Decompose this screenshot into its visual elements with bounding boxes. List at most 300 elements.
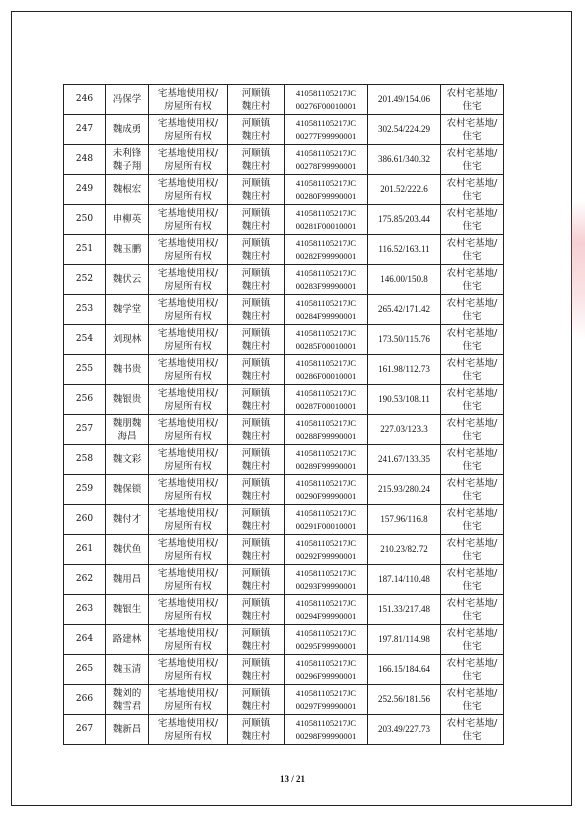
- right-type-cell: [149, 385, 228, 415]
- right-type-cell: [149, 685, 228, 715]
- area-value-cell: [368, 595, 441, 625]
- land-use-line: 农村宅基地/: [446, 387, 498, 399]
- location-line: 河顺镇: [241, 87, 271, 99]
- row-number-cell: [64, 325, 106, 355]
- location-cell: [228, 415, 285, 445]
- certificate-number-cell: [285, 715, 368, 745]
- table-row: [64, 565, 504, 595]
- row-number: 254: [75, 334, 94, 344]
- table-row: [64, 385, 504, 415]
- land-use-cell: [441, 505, 504, 535]
- location-line: 河顺镇: [241, 297, 271, 309]
- right-type-cell: [149, 325, 228, 355]
- certificate-number-line: 00284F99990001: [295, 310, 357, 321]
- area-value: 151.33/217.48: [377, 604, 430, 614]
- land-use-line: 农村宅基地/: [446, 477, 498, 489]
- right-type-line: 宅基地使用权/: [157, 597, 219, 609]
- area-value: 241.67/133.35: [377, 454, 430, 464]
- area-value-cell: [368, 535, 441, 565]
- owner-name-line: 魏文彩: [112, 454, 142, 465]
- row-number-cell: [64, 205, 106, 235]
- right-type-line: 宅基地使用权/: [157, 267, 219, 279]
- area-value: 227.03/123.3: [380, 424, 428, 434]
- certificate-number-line: 410581105217JC: [295, 567, 357, 578]
- land-use-line: 农村宅基地/: [446, 357, 498, 369]
- location-cell: [228, 355, 285, 385]
- location-line: 魏庄村: [241, 160, 271, 172]
- location-cell: [228, 295, 285, 325]
- row-number-cell: [64, 115, 106, 145]
- certificate-number-cell: [285, 625, 368, 655]
- land-use-line: 农村宅基地/: [446, 657, 498, 669]
- row-number: 266: [75, 694, 94, 704]
- certificate-number-cell: [285, 385, 368, 415]
- right-type-line: 宅基地使用权/: [157, 537, 219, 549]
- row-number-cell: [64, 265, 106, 295]
- certificate-number-line: 00277F99990001: [295, 130, 357, 141]
- certificate-number-line: 00290F99990001: [295, 490, 357, 501]
- certificate-number-line: 00285F00010001: [295, 340, 357, 351]
- area-value-cell: [368, 415, 441, 445]
- owner-name-line: 魏根宏: [112, 184, 142, 195]
- location-cell: [228, 205, 285, 235]
- location-line: 魏庄村: [241, 430, 271, 442]
- location-line: 魏庄村: [241, 700, 271, 712]
- land-use-line: 农村宅基地/: [446, 327, 498, 339]
- area-value: 201.49/154.06: [377, 94, 430, 104]
- location-line: 魏庄村: [241, 670, 271, 682]
- land-use-line: 住宅: [462, 100, 482, 112]
- area-value: 386.61/340.32: [377, 154, 430, 164]
- right-type-line: 房屋所有权: [164, 430, 212, 442]
- right-type-line: 房屋所有权: [164, 280, 212, 292]
- seal-stamp-edge: [571, 200, 585, 340]
- right-type-line: 宅基地使用权/: [157, 507, 219, 519]
- row-number-cell: [64, 235, 106, 265]
- location-line: 河顺镇: [241, 357, 271, 369]
- right-type-line: 宅基地使用权/: [157, 237, 219, 249]
- owner-name-cell: [106, 685, 149, 715]
- owner-name-cell: [106, 415, 149, 445]
- table-row: [64, 85, 504, 115]
- owner-name-cell: [106, 385, 149, 415]
- location-cell: [228, 145, 285, 175]
- land-use-cell: [441, 415, 504, 445]
- owner-name-line: 刘现林: [112, 334, 142, 345]
- land-use-line: 农村宅基地/: [446, 87, 498, 99]
- row-number-cell: [64, 655, 106, 685]
- row-number-cell: [64, 475, 106, 505]
- location-line: 河顺镇: [241, 687, 271, 699]
- row-number: 255: [75, 364, 94, 374]
- location-line: 魏庄村: [241, 100, 271, 112]
- area-value-cell: [368, 715, 441, 745]
- land-use-line: 农村宅基地/: [446, 687, 498, 699]
- area-value: 210.23/82.72: [380, 544, 428, 554]
- land-use-line: 住宅: [462, 520, 482, 532]
- area-value: 190.53/108.11: [378, 394, 430, 404]
- right-type-line: 宅基地使用权/: [157, 687, 219, 699]
- certificate-number-line: 410581105217JC: [295, 627, 357, 638]
- location-cell: [228, 565, 285, 595]
- right-type-line: 房屋所有权: [164, 310, 212, 322]
- location-line: 河顺镇: [241, 537, 271, 549]
- certificate-number-line: 410581105217JC: [295, 357, 357, 368]
- right-type-line: 房屋所有权: [164, 670, 212, 682]
- certificate-number-line: 00287F00010001: [295, 400, 357, 411]
- certificate-number-cell: [285, 655, 368, 685]
- row-number: 267: [75, 724, 94, 734]
- land-use-line: 农村宅基地/: [446, 597, 498, 609]
- location-cell: [228, 595, 285, 625]
- land-use-cell: [441, 115, 504, 145]
- right-type-line: 房屋所有权: [164, 250, 212, 262]
- right-type-line: 房屋所有权: [164, 640, 212, 652]
- right-type-line: 宅基地使用权/: [157, 87, 219, 99]
- owner-name-line: 申柳英: [112, 214, 142, 225]
- right-type-cell: [149, 205, 228, 235]
- right-type-line: 房屋所有权: [164, 130, 212, 142]
- right-type-line: 房屋所有权: [164, 550, 212, 562]
- certificate-number-cell: [285, 205, 368, 235]
- location-line: 魏庄村: [241, 340, 271, 352]
- area-value-cell: [368, 655, 441, 685]
- row-number-cell: [64, 355, 106, 385]
- certificate-number-cell: [285, 175, 368, 205]
- area-value-cell: [368, 625, 441, 655]
- right-type-line: 宅基地使用权/: [157, 177, 219, 189]
- land-use-cell: [441, 325, 504, 355]
- land-use-line: 住宅: [462, 490, 482, 502]
- row-number: 251: [75, 244, 94, 254]
- area-value: 201.52/222.6: [380, 184, 428, 194]
- land-use-cell: [441, 655, 504, 685]
- right-type-cell: [149, 655, 228, 685]
- table-row: [64, 415, 504, 445]
- land-use-line: 住宅: [462, 730, 482, 742]
- location-line: 魏庄村: [241, 490, 271, 502]
- certificate-number-line: 410581105217JC: [295, 207, 357, 218]
- land-use-line: 农村宅基地/: [446, 207, 498, 219]
- location-line: 魏庄村: [241, 310, 271, 322]
- right-type-line: 宅基地使用权/: [157, 327, 219, 339]
- owner-name-line: 魏刘的: [112, 687, 142, 699]
- certificate-number-line: 410581105217JC: [295, 237, 357, 248]
- row-number-cell: [64, 595, 106, 625]
- table-row: [64, 145, 504, 175]
- owner-name-line: 魏伏云: [112, 274, 142, 285]
- table-row: [64, 625, 504, 655]
- owner-name-cell: [106, 565, 149, 595]
- certificate-number-cell: [285, 295, 368, 325]
- owner-name-line: 魏雪君: [112, 700, 142, 712]
- row-number: 265: [75, 664, 94, 674]
- land-use-line: 农村宅基地/: [446, 447, 498, 459]
- location-line: 河顺镇: [241, 447, 271, 459]
- location-cell: [228, 325, 285, 355]
- certificate-number-cell: [285, 445, 368, 475]
- table-row: [64, 235, 504, 265]
- location-cell: [228, 115, 285, 145]
- land-use-cell: [441, 355, 504, 385]
- land-use-cell: [441, 385, 504, 415]
- certificate-number-line: 00294F99990001: [295, 610, 357, 621]
- area-value-cell: [368, 385, 441, 415]
- owner-name-cell: [106, 445, 149, 475]
- row-number-cell: [64, 565, 106, 595]
- certificate-number-cell: [285, 535, 368, 565]
- table-row: [64, 175, 504, 205]
- right-type-cell: [149, 415, 228, 445]
- table-row: [64, 445, 504, 475]
- row-number: 262: [75, 574, 94, 584]
- land-use-line: 住宅: [462, 640, 482, 652]
- certificate-number-line: 410581105217JC: [295, 447, 357, 458]
- right-type-cell: [149, 565, 228, 595]
- area-value-cell: [368, 565, 441, 595]
- certificate-number-line: 00276F00010001: [295, 100, 357, 111]
- row-number-cell: [64, 145, 106, 175]
- certificate-number-line: 410581105217JC: [295, 387, 357, 398]
- right-type-cell: [149, 505, 228, 535]
- location-cell: [228, 535, 285, 565]
- certificate-number-cell: [285, 85, 368, 115]
- land-use-cell: [441, 685, 504, 715]
- area-value: 203.49/227.73: [377, 724, 430, 734]
- land-use-cell: [441, 145, 504, 175]
- right-type-line: 宅基地使用权/: [157, 657, 219, 669]
- land-use-cell: [441, 535, 504, 565]
- land-use-line: 农村宅基地/: [446, 237, 498, 249]
- right-type-line: 宅基地使用权/: [157, 477, 219, 489]
- location-line: 魏庄村: [241, 580, 271, 592]
- owner-name-line: 魏新昌: [112, 724, 142, 735]
- land-use-line: 农村宅基地/: [446, 147, 498, 159]
- owner-name-line: 魏朋魏: [112, 417, 142, 429]
- location-line: 魏庄村: [241, 550, 271, 562]
- right-type-cell: [149, 145, 228, 175]
- land-use-cell: [441, 205, 504, 235]
- certificate-number-line: 410581105217JC: [295, 177, 357, 188]
- location-cell: [228, 175, 285, 205]
- location-line: 河顺镇: [241, 267, 271, 279]
- owner-name-cell: [106, 265, 149, 295]
- certificate-number-cell: [285, 685, 368, 715]
- certificate-number-line: 00293F99990001: [295, 580, 357, 591]
- location-cell: [228, 715, 285, 745]
- land-use-line: 住宅: [462, 250, 482, 262]
- certificate-number-line: 410581105217JC: [295, 507, 357, 518]
- owner-name-line: 魏玉清: [112, 664, 142, 675]
- right-type-line: 宅基地使用权/: [157, 417, 219, 429]
- land-use-line: 农村宅基地/: [446, 537, 498, 549]
- right-type-line: 宅基地使用权/: [157, 447, 219, 459]
- certificate-number-line: 410581105217JC: [295, 297, 357, 308]
- area-value-cell: [368, 265, 441, 295]
- certificate-number-line: 410581105217JC: [295, 267, 357, 278]
- area-value-cell: [368, 205, 441, 235]
- certificate-number-cell: [285, 235, 368, 265]
- area-value-cell: [368, 145, 441, 175]
- owner-name-cell: [106, 625, 149, 655]
- right-type-cell: [149, 235, 228, 265]
- row-number: 246: [75, 94, 94, 104]
- location-line: 魏庄村: [241, 460, 271, 472]
- land-use-cell: [441, 565, 504, 595]
- location-line: 魏庄村: [241, 280, 271, 292]
- area-value-cell: [368, 295, 441, 325]
- owner-name-cell: [106, 475, 149, 505]
- right-type-line: 房屋所有权: [164, 730, 212, 742]
- certificate-number-line: 410581105217JC: [295, 87, 357, 98]
- right-type-cell: [149, 715, 228, 745]
- certificate-number-line: 410581105217JC: [295, 477, 357, 488]
- location-cell: [228, 505, 285, 535]
- owner-name-line: 路建林: [112, 634, 142, 645]
- owner-name-cell: [106, 505, 149, 535]
- land-use-cell: [441, 595, 504, 625]
- row-number-cell: [64, 535, 106, 565]
- location-line: 河顺镇: [241, 657, 271, 669]
- land-use-line: 住宅: [462, 130, 482, 142]
- right-type-line: 宅基地使用权/: [157, 147, 219, 159]
- location-line: 河顺镇: [241, 627, 271, 639]
- right-type-cell: [149, 295, 228, 325]
- location-line: 河顺镇: [241, 387, 271, 399]
- right-type-line: 房屋所有权: [164, 580, 212, 592]
- land-use-line: 农村宅基地/: [446, 177, 498, 189]
- land-use-line: 农村宅基地/: [446, 507, 498, 519]
- area-value: 116.52/163.11: [378, 244, 430, 254]
- location-line: 河顺镇: [241, 507, 271, 519]
- right-type-line: 房屋所有权: [164, 520, 212, 532]
- certificate-number-line: 410581105217JC: [295, 657, 357, 668]
- location-line: 河顺镇: [241, 717, 271, 729]
- right-type-line: 宅基地使用权/: [157, 357, 219, 369]
- records-table-body: [64, 85, 504, 745]
- area-value: 265.42/171.42: [377, 304, 430, 314]
- certificate-number-cell: [285, 475, 368, 505]
- location-line: 魏庄村: [241, 220, 271, 232]
- land-use-line: 住宅: [462, 610, 482, 622]
- right-type-line: 房屋所有权: [164, 700, 212, 712]
- row-number: 252: [75, 274, 94, 284]
- owner-name-cell: [106, 235, 149, 265]
- row-number: 249: [75, 184, 94, 194]
- certificate-number-line: 410581105217JC: [295, 327, 357, 338]
- table-row: [64, 655, 504, 685]
- right-type-line: 宅基地使用权/: [157, 567, 219, 579]
- location-line: 魏庄村: [241, 520, 271, 532]
- location-line: 魏庄村: [241, 370, 271, 382]
- land-use-cell: [441, 715, 504, 745]
- table-row: [64, 325, 504, 355]
- land-use-line: 农村宅基地/: [446, 267, 498, 279]
- land-use-line: 住宅: [462, 280, 482, 292]
- owner-name-line: 魏付才: [112, 514, 142, 525]
- land-use-line: 住宅: [462, 370, 482, 382]
- row-number: 264: [75, 634, 94, 644]
- certificate-number-cell: [285, 325, 368, 355]
- area-value: 175.85/203.44: [377, 214, 430, 224]
- certificate-number-line: 410581105217JC: [295, 417, 357, 428]
- row-number: 250: [75, 214, 94, 224]
- right-type-line: 房屋所有权: [164, 220, 212, 232]
- right-type-line: 宅基地使用权/: [157, 627, 219, 639]
- certificate-number-cell: [285, 115, 368, 145]
- table-row: [64, 715, 504, 745]
- land-use-cell: [441, 475, 504, 505]
- right-type-line: 宅基地使用权/: [157, 717, 219, 729]
- land-use-cell: [441, 445, 504, 475]
- right-type-cell: [149, 625, 228, 655]
- land-use-cell: [441, 85, 504, 115]
- row-number: 256: [75, 394, 94, 404]
- land-use-line: 住宅: [462, 400, 482, 412]
- certificate-number-line: 00298F99990001: [295, 730, 357, 741]
- owner-name-cell: [106, 85, 149, 115]
- owner-name-cell: [106, 595, 149, 625]
- row-number: 253: [75, 304, 94, 314]
- land-use-cell: [441, 265, 504, 295]
- location-cell: [228, 475, 285, 505]
- area-value: 215.93/280.24: [377, 484, 430, 494]
- owner-name-line: 未利锋: [112, 147, 142, 159]
- owner-name-line: 魏用昌: [112, 574, 142, 585]
- row-number: 248: [75, 154, 94, 164]
- row-number: 259: [75, 484, 94, 494]
- area-value-cell: [368, 685, 441, 715]
- certificate-number-line: 00296F99990001: [295, 670, 357, 681]
- land-use-line: 住宅: [462, 670, 482, 682]
- area-value: 166.15/184.64: [377, 664, 430, 674]
- certificate-number-line: 410581105217JC: [295, 117, 357, 128]
- location-line: 河顺镇: [241, 477, 271, 489]
- certificate-number-line: 00278F99990001: [295, 160, 357, 171]
- right-type-cell: [149, 595, 228, 625]
- certificate-number-line: 00283F99990001: [295, 280, 357, 291]
- row-number-cell: [64, 685, 106, 715]
- right-type-line: 房屋所有权: [164, 610, 212, 622]
- row-number-cell: [64, 385, 106, 415]
- area-value-cell: [368, 175, 441, 205]
- land-use-line: 住宅: [462, 220, 482, 232]
- records-table: [63, 84, 504, 745]
- location-cell: [228, 685, 285, 715]
- table-row: [64, 505, 504, 535]
- certificate-number-line: 410581105217JC: [295, 537, 357, 548]
- owner-name-line: 魏学堂: [112, 304, 142, 315]
- right-type-line: 宅基地使用权/: [157, 387, 219, 399]
- land-use-line: 农村宅基地/: [446, 567, 498, 579]
- table-row: [64, 205, 504, 235]
- row-number: 247: [75, 124, 94, 134]
- certificate-number-cell: [285, 145, 368, 175]
- land-use-line: 住宅: [462, 190, 482, 202]
- table-row: [64, 265, 504, 295]
- right-type-cell: [149, 175, 228, 205]
- row-number-cell: [64, 715, 106, 745]
- owner-name-cell: [106, 535, 149, 565]
- row-number-cell: [64, 625, 106, 655]
- area-value-cell: [368, 235, 441, 265]
- certificate-number-cell: [285, 355, 368, 385]
- land-use-line: 住宅: [462, 340, 482, 352]
- location-line: 魏庄村: [241, 610, 271, 622]
- certificate-number-line: 00292F99990001: [295, 550, 357, 561]
- certificate-number-line: 410581105217JC: [295, 147, 357, 158]
- land-use-line: 农村宅基地/: [446, 417, 498, 429]
